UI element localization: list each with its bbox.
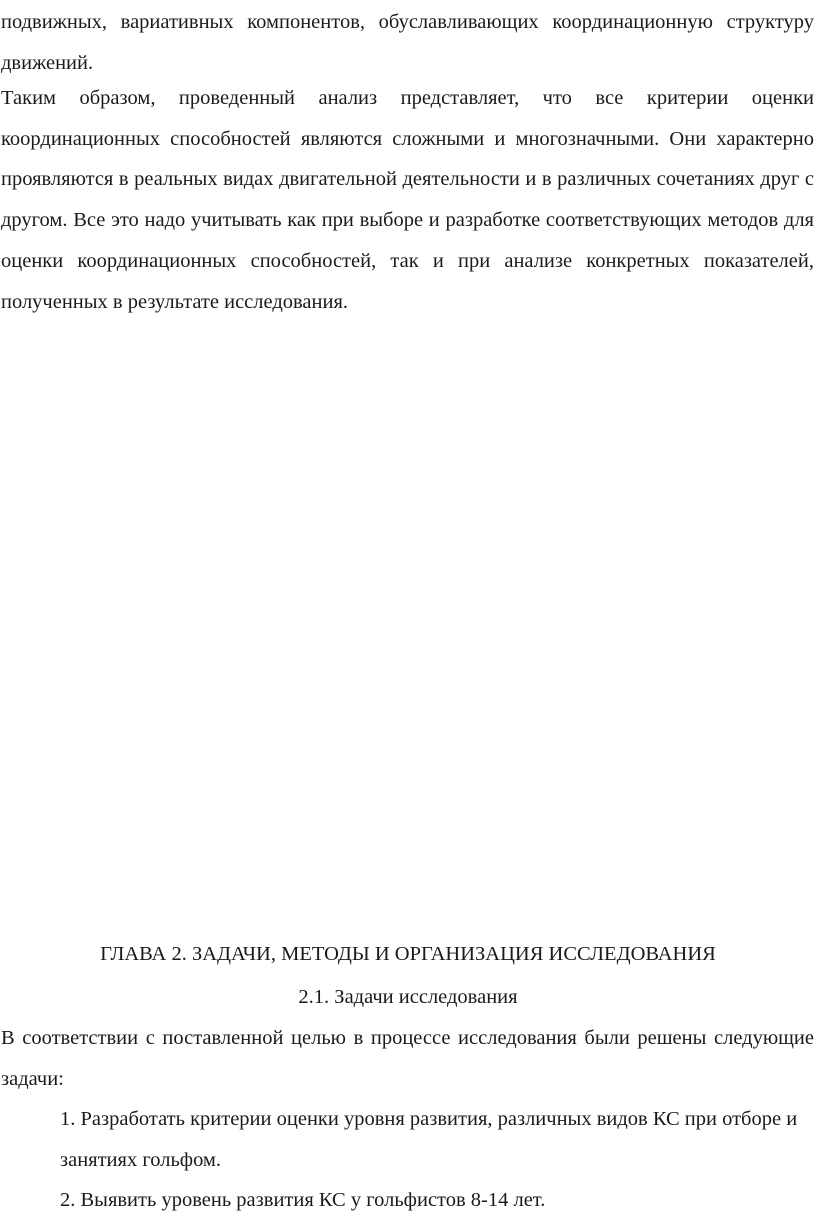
list-item: 2. Выявить уровень развития КС у гольфистов 8-14 лет. xyxy=(60,1189,546,1212)
paragraph-continuation: подвижных, вариативных компонентов, обуславливающих координационную структуру движений. xyxy=(1,11,814,74)
paragraph-analysis: Таким образом, проведенный анализ представляет, что все критерии оценки координационных способностей являются сложными и многозначными. Они характерно проявляются в реальных видах двигательной деятельности и в различных сочетаниях друг с другом. Все это надо учитывать как при выборе и разработке соответствующих методов для оценки координационных способностей, так и при анализе конкретных показателей, полученных в результате исследования. xyxy=(1,87,814,313)
list-item: 1. Разработать критерии оценки уровня развития, различных видов КС при отборе и занятиях гольфом. xyxy=(60,1108,798,1171)
chapter-title: ГЛАВА 2. ЗАДАЧИ, МЕТОДЫ И ОРГАНИЗАЦИЯ ИССЛЕДОВАНИЯ xyxy=(100,943,716,965)
section-title: 2.1. Задачи исследования xyxy=(298,986,518,1008)
task-list xyxy=(60,1099,816,1221)
paragraph-intro: В соответствии с поставленной целью в процессе исследования были решены следующие задачи: xyxy=(1,1027,814,1090)
